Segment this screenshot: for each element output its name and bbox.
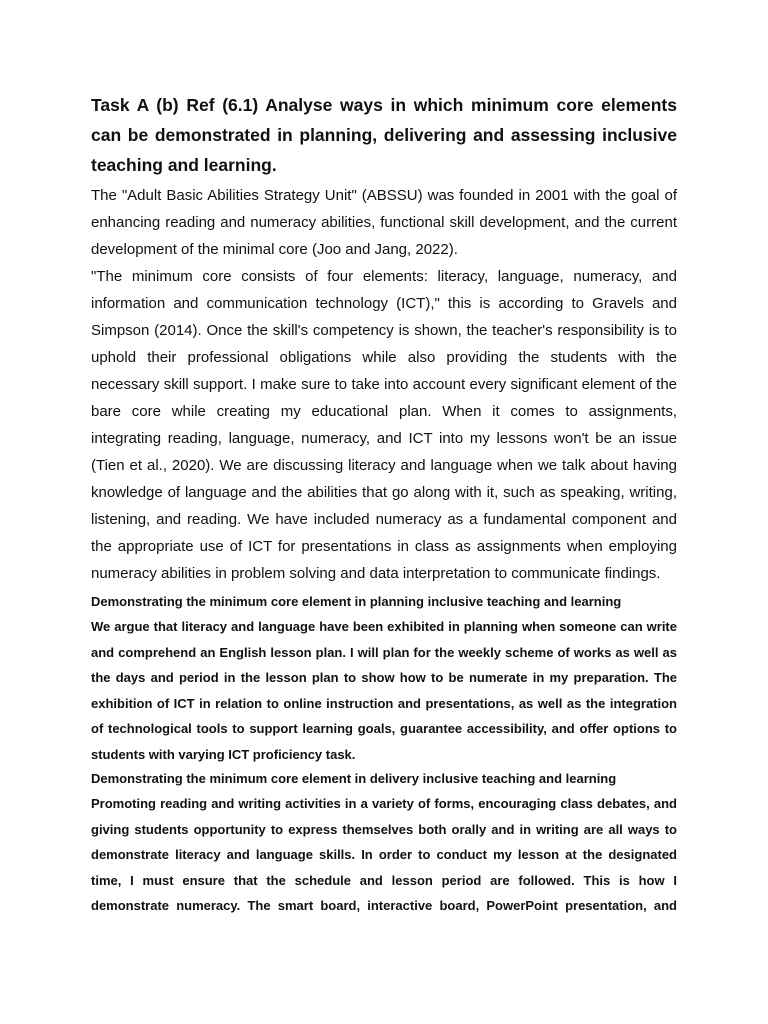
task-heading: Task A (b) Ref (6.1) Analyse ways in which minimum core elements can be demonstrated in planning, delivering and assessing inclusive teaching and learning.: [91, 95, 677, 175]
planning-subheading: Demonstrating the minimum core element in planning inclusive teaching and learning: [91, 594, 622, 609]
minimum-core-paragraph: "The minimum core consists of four elements: literacy, language, numeracy, and information and communication technology (ICT)," this is according to Gravels and Simpson (2014). Once the skill's competency is shown, the teacher's responsibility is to uphold their professional obligations while also providing the students with the necessary skill support. I make sure to take into account every significant element of the bare core while creating my educational plan. When it comes to assignments, integrating reading, language, numeracy, and ICT into my lessons won't be an issue (Tien et al., 2020). We are discussing literacy and language when we talk about having knowledge of language and the abilities that go along with it, such as speaking, writing, listening, and reading. We have included numeracy as a fundamental component and the appropriate use of ICT for presentations in class as assignments when employing numeracy abilities in problem solving and data interpretation to communicate findings.: [91, 268, 677, 582]
document-page: [91, 90, 677, 919]
delivery-subheading: Demonstrating the minimum core element in delivery inclusive teaching and learning: [91, 771, 617, 786]
planning-paragraph: We argue that literacy and language have been exhibited in planning when someone can write and comprehend an English lesson plan. I will plan for the weekly scheme of works as well as the days and period in the lesson plan to show how to be numerate in my preparation. The exhibition of ICT in relation to online instruction and presentations, as well as the integration of technological tools to support learning goals, guarantee accessibility, and offer options to students with varying ICT proficiency task.: [91, 619, 677, 762]
intro-paragraph: The "Adult Basic Abilities Strategy Unit" (ABSSU) was founded in 2001 with the goal of enhancing reading and numeracy abilities, functional skill development, and the current development of the minimal core (Joo and Jang, 2022).: [91, 187, 677, 258]
delivery-paragraph: Promoting reading and writing activities in a variety of forms, encouraging class debates, and giving students opportunity to express themselves both orally and in writing are all ways to demonstrate literacy and language skills. In order to conduct my lesson at the designated time, I must ensure that the schedule and lesson period are followed. This is how I demonstrate numeracy. The smart board, interactive board, PowerPoint presentation, and: [91, 796, 677, 913]
